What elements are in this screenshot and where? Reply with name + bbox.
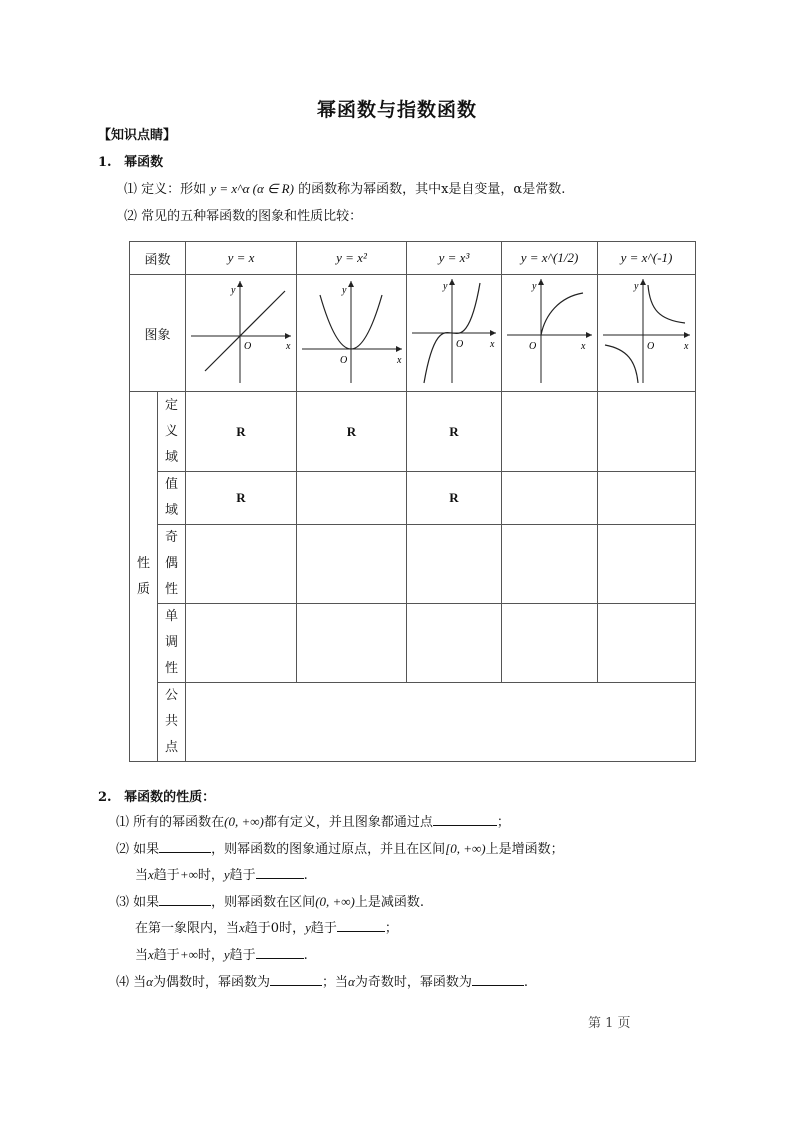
function-header: y = x^(-1) [598, 242, 696, 275]
answer-blank[interactable] [256, 865, 304, 879]
item-number: ⑵ [124, 209, 138, 224]
text: ；当 [322, 975, 349, 990]
function-header: y = x [186, 242, 297, 275]
alpha: α [146, 974, 153, 989]
var: y [305, 920, 311, 935]
infinity: +∞ [179, 867, 198, 882]
axis-x-label: x [581, 341, 586, 352]
text: 上是减函数. [354, 895, 425, 910]
property-line-7 [116, 971, 528, 990]
definition-post: 的函数称为幂函数，其中x是自变量，α是常数. [298, 182, 566, 197]
graph-sqrt [503, 275, 596, 387]
text: 趋于 [153, 948, 180, 963]
graph-row [130, 275, 696, 392]
common-point-cell [186, 683, 696, 762]
origin-label: O [456, 339, 464, 350]
prop-label-parity-text: 奇偶性 [164, 530, 178, 597]
graph-cell-linear [186, 275, 297, 392]
section-1-title: 幂函数 [124, 155, 164, 170]
text: 时， [197, 948, 224, 963]
text: 为偶数时，幂函数为 [153, 975, 271, 990]
text: 当 [133, 975, 147, 990]
origin-label: O [340, 355, 348, 366]
range-cell [502, 472, 598, 525]
axis-y-label: y [231, 285, 236, 296]
text: ； [496, 815, 510, 830]
prop-label-monotonicity-text: 单调性 [164, 609, 178, 676]
text: 趋于 [229, 868, 256, 883]
comparison-intro-text: 常见的五种幂函数的图象和性质比较： [141, 209, 363, 224]
infinity: +∞ [179, 947, 198, 962]
property-group-text: 性质 [136, 555, 150, 597]
axis-x-label: x [286, 341, 291, 352]
parity-cell [297, 525, 407, 604]
page-footer: 第 1 页 [588, 1016, 631, 1031]
text: . [303, 868, 308, 883]
text: 都有定义，并且图象都通过点 [263, 815, 433, 830]
item-number: ⑴ [124, 182, 138, 197]
monotonicity-cell [598, 604, 696, 683]
function-header: y = x^(1/2) [502, 242, 598, 275]
graph-cell-reciprocal [598, 275, 696, 392]
prop-label-range [158, 472, 186, 525]
graph-cell-cube [407, 275, 502, 392]
alpha: α [348, 974, 355, 989]
graph-linear [187, 275, 295, 387]
text: 上是增函数； [485, 842, 564, 857]
section-2-number: 2. [98, 790, 112, 805]
property-line-3 [135, 864, 308, 883]
text: 在第一象限内，当 [135, 921, 240, 936]
domain-cell: R [186, 392, 297, 472]
property-line-4 [116, 891, 424, 910]
graph-cell-square [297, 275, 407, 392]
var: x [148, 867, 154, 882]
graph-reciprocal [599, 275, 694, 387]
range-cell [297, 472, 407, 525]
text: ，则幂函数的图象通过原点，并且在区间 [211, 842, 446, 857]
domain-cell: R [297, 392, 407, 472]
section-header: 【知识点睛】 [98, 128, 177, 143]
section-2-title: 幂函数的性质： [124, 790, 216, 805]
function-row [130, 242, 696, 275]
origin-label: O [647, 341, 655, 352]
property-line-6 [135, 944, 308, 963]
monotonicity-cell [502, 604, 598, 683]
text: 趋于 [153, 868, 180, 883]
axis-y-label: y [532, 281, 537, 292]
answer-blank[interactable] [270, 972, 322, 986]
definition-formula: y = x^α (α ∈ R) [210, 181, 294, 196]
answer-blank[interactable] [433, 812, 497, 826]
origin-label: O [529, 341, 537, 352]
parity-cell [502, 525, 598, 604]
parity-cell [598, 525, 696, 604]
row-label-function: 函数 [130, 242, 186, 275]
text: 所有的幂函数在 [133, 815, 225, 830]
text: 趋于 [229, 948, 256, 963]
definition-pre: 定义：形如 [141, 182, 207, 197]
graph-cell-sqrt [502, 275, 598, 392]
prop-label-common-point [158, 683, 186, 762]
prop-label-common-point-text: 公共点 [164, 688, 178, 755]
range-cell [598, 472, 696, 525]
text: . [303, 948, 308, 963]
text: 为奇数时，幂函数为 [354, 975, 472, 990]
interval: (0, +∞) [315, 894, 355, 909]
definition-line [124, 178, 565, 197]
monotonicity-cell [186, 604, 297, 683]
text: 如果 [133, 842, 160, 857]
axis-x-label: x [397, 355, 402, 366]
item-number: ⑴ [116, 815, 130, 830]
domain-cell [598, 392, 696, 472]
property-line-5 [135, 917, 398, 936]
item-number: ⑶ [116, 895, 130, 910]
monotonicity-cell [297, 604, 407, 683]
monotonicity-cell [407, 604, 502, 683]
text: 趋于 [310, 921, 337, 936]
range-cell: R [407, 472, 502, 525]
answer-blank[interactable] [159, 892, 211, 906]
prop-label-domain-text: 定义域 [164, 397, 178, 465]
parity-cell [407, 525, 502, 604]
origin-label: O [244, 341, 252, 352]
answer-blank[interactable] [159, 839, 211, 853]
interval: (0, +∞) [224, 814, 264, 829]
domain-cell [502, 392, 598, 472]
prop-label-range-text: 值域 [164, 477, 178, 518]
prop-label-monotonicity [158, 604, 186, 683]
power-function-table [129, 241, 696, 762]
graph-square [298, 275, 405, 387]
text: 如果 [133, 895, 160, 910]
parity-row [130, 525, 696, 604]
page-title: 幂函数与指数函数 [316, 99, 477, 121]
property-line-2 [116, 838, 564, 857]
comparison-intro [124, 205, 362, 224]
section-1-heading [98, 151, 163, 170]
prop-label-parity [158, 525, 186, 604]
section-2-heading [98, 786, 215, 805]
item-number: ⑷ [116, 975, 130, 990]
answer-blank[interactable] [256, 945, 304, 959]
graph-cube [408, 275, 500, 387]
interval: [0, +∞) [445, 841, 486, 856]
axis-y-label: y [342, 285, 347, 296]
var: x [239, 920, 245, 935]
text: 趋于0时， [244, 921, 306, 936]
answer-blank[interactable] [472, 972, 524, 986]
text: 时， [197, 868, 224, 883]
prop-label-domain [158, 392, 186, 472]
text: ； [384, 921, 398, 936]
row-label-graph: 图象 [130, 275, 186, 392]
text: ，则幂函数在区间 [211, 895, 316, 910]
var: y [223, 867, 230, 882]
section-1-number: 1. [98, 155, 112, 170]
axis-y-label: y [443, 281, 448, 292]
domain-row [130, 392, 696, 472]
text: . [523, 975, 529, 990]
text: 当 [135, 868, 149, 883]
answer-blank[interactable] [337, 918, 385, 932]
axis-x-label: x [490, 339, 495, 350]
function-header: y = x³ [407, 242, 502, 275]
range-row [130, 472, 696, 525]
var: x [148, 947, 154, 962]
monotonicity-row [130, 604, 696, 683]
function-header: y = x² [297, 242, 407, 275]
axis-y-label: y [634, 281, 639, 292]
range-cell: R [186, 472, 297, 525]
text: 当 [135, 948, 149, 963]
property-group-label [130, 392, 158, 762]
parity-cell [186, 525, 297, 604]
property-line-1 [116, 811, 510, 830]
item-number: ⑵ [116, 842, 130, 857]
var: y [223, 947, 230, 962]
axis-x-label: x [684, 341, 689, 352]
domain-cell: R [407, 392, 502, 472]
common-point-row [130, 683, 696, 762]
